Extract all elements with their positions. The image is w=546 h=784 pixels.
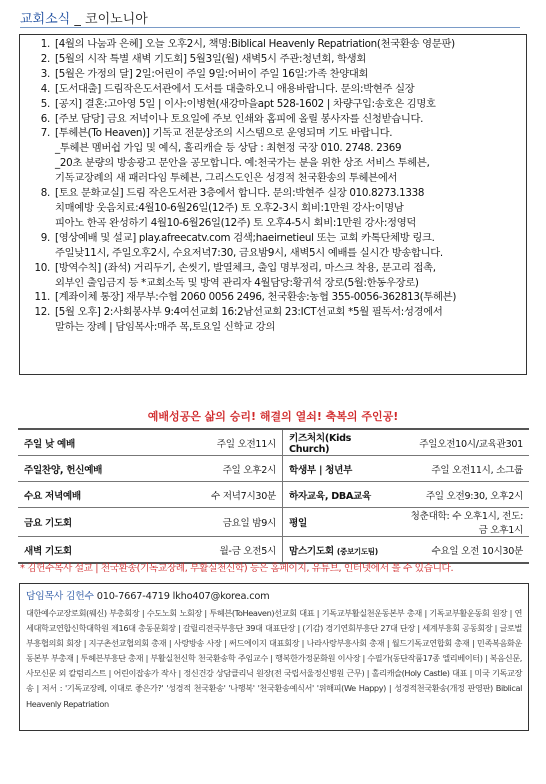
news-number: 5.: [40, 97, 50, 110]
news-text: [주보 담당] 금요 저녁이나 토요일에 주보 인쇄와 홈피에 올릴 봉사자를 신청받습니다.: [55, 112, 424, 125]
schedule-name: 주일찬양, 헌신예배: [18, 456, 130, 482]
news-text: [토요 문화교실] 드림 작은도서관 3층에서 합니다. 문의:박현주 실장 010.8273.1338 치매예방 웃음치료:4월10-6월26일(12주) 토 오후2-3시 회비:1만원 강사:이명남 피아노 한곡 완성하기 4월10-6월26일(12주) 토 오후4-5시 회비:1만원 강사:정영덕: [55, 187, 425, 229]
news-number: 10.: [34, 261, 50, 274]
news-list: [26, 37, 520, 335]
news-item: [26, 67, 520, 82]
news-number: 2.: [40, 52, 50, 65]
schedule-time: 수요일 오전 10시30분: [395, 537, 529, 564]
news-item: [26, 186, 520, 231]
schedule-name: 맘스기도회: [289, 545, 334, 557]
news-item: [26, 305, 520, 335]
news-text: [계좌이체 통장] 재무부:수협 2060 0056 2496, 천국환송:농협 355-0056-362813(투헤븐): [55, 291, 457, 304]
schedule-time: 주일오전10시/교육관301: [395, 429, 529, 456]
schedule-time: 수 저녁7시30분: [130, 482, 283, 508]
news-number: 6.: [40, 112, 50, 125]
news-text: [영상예배 및 설교] play.afreecatv.com 검색;haeirnetieul 또는 교회 카톡단체방 링크. 주일낮11시, 주일오후2시, 수요저녁7:30, 금요밤9시, 새벽5시 예배를 실시간 방송합니다.: [55, 231, 443, 259]
section-subtitle: _ 코이노니아: [74, 12, 148, 27]
schedule-time: 주일 오전11시: [130, 429, 283, 456]
schedule-time: 주일 오전11시, 소그룹: [395, 456, 529, 482]
schedule-row: [18, 429, 529, 456]
news-text: [도서대출] 드림작은도서관에서 도서를 대출하오니 애용바랍니다. 문의:박현주 실장: [55, 82, 415, 95]
section-header: [20, 8, 148, 27]
schedule-name: 금요 기도회: [18, 508, 130, 537]
pastor-profile-box: [19, 583, 529, 731]
schedule-name: 수요 저녁예배: [18, 482, 130, 508]
news-number: 8.: [40, 187, 50, 200]
news-number: 1.: [40, 38, 50, 50]
church-news-box: [19, 34, 527, 375]
sermon-notice: * 김헌수목사 설교 | 천국환송(기독교장례, 부활실천신학) 등은 홈페이지, 유튜브, 인터넷에서 볼 수 있습니다.: [20, 563, 454, 574]
news-number: 7.: [40, 127, 50, 140]
pastor-name: 담임목사 김헌수: [26, 591, 94, 602]
news-number: 9.: [40, 231, 50, 244]
schedule-row: [18, 456, 529, 482]
schedule-row: [18, 508, 529, 537]
section-title: 교회소식: [20, 12, 71, 27]
news-text: [5월은 가정의 달] 2일:어린이 주일 9일:어버이 주일 16일:가족 찬양대회: [55, 67, 369, 80]
news-item: [26, 231, 520, 261]
news-number: 4.: [40, 82, 50, 95]
news-text: [5월 오후] 2:사회봉사부 9:4여선교회 16:2남선교회 23:ICT선교회 *5월 필독서:성경에서 말하는 장례 | 담임목사:매주 목,토요일 신학교 강의: [55, 306, 443, 334]
news-text: [4월의 나눔과 은혜] 오늘 오후2시, 책명:Biblical Heavenly Repatriation(천국환송 영문판): [55, 38, 455, 50]
schedule-row: [18, 482, 529, 508]
schedule-name: 하자교육, DBA교육: [283, 482, 396, 508]
news-item: [26, 52, 520, 67]
header-divider: [20, 27, 520, 28]
news-item: [26, 97, 520, 112]
schedule-time: 금요일 밤9시: [130, 508, 283, 537]
schedule-time: 월-금 오전5시: [130, 537, 283, 564]
news-item: [26, 82, 520, 97]
news-item: [26, 261, 520, 291]
news-number: 11.: [34, 291, 50, 304]
schedule-name: 평일: [283, 508, 396, 537]
news-text: [공지] 결혼:고아영 5일 | 이사:이병현(새강마을apt 528-1602 | 차량구입:송호은 김명호: [55, 97, 436, 110]
news-text: [방역수칙] (좌석) 거리두기, 손씻기, 발열체크, 출입 명부정리, 마스크 착용, 문고리 접촉, 외부인 출입금지 등 *교회소독 및 방역 관리자 4월담당:황귀석 장로(5월:한동우장로): [55, 261, 436, 289]
news-number: 12.: [34, 306, 50, 319]
pastor-contact[interactable]: 010-7667-4719 lkho407@korea.com: [96, 591, 270, 602]
schedule-name: 키즈처치(Kids Church): [283, 429, 396, 456]
schedule-name-sub: (중보기도팀): [336, 546, 378, 556]
news-item: [26, 37, 520, 52]
schedule-name: 새벽 기도회: [18, 537, 130, 564]
schedule-name: 학생부 | 청년부: [283, 456, 396, 482]
news-item: [26, 112, 520, 127]
news-number: 3.: [40, 67, 50, 80]
pastor-header: [26, 588, 522, 602]
news-text: [5월의 시작 특별 새벽 기도회] 5월3일(월) 새벽5시 주관:청년회, 학생회: [55, 52, 366, 65]
schedule-time: 청춘대학: 수 오후1시, 전도: 금 오후1시: [395, 508, 529, 537]
pastor-bio: 대한예수교장로회(웨신) 부총회장 | 수도노회 노회장 | 투헤븐(ToHeaven)선교회 대표 | 기독교부활실천운동본부 총재 | 기독교부활운동회 원장 | 연세대학교연합신학대학원 제16대 총동문회장 | 갈릴리전국부흥단 39대 대표단장 | (기감) 경기연회부흥단 27대 단장 | 세계부흥회 공동회장 | 글로벌부흥협의회 회장 | 지구촌선교협의회 총재 | 사랑방송 사장 | 써드에이지 대표회장 | 나라사랑부흥사회 총재 | 월드기독교연합회 총재 | 민족복음화운동본부 부총재 | 투헤븐부흥단 총재 | 부활실천신학 천국환송학 주임교수 | 행복한가정문화원 이사장 | 수필가(동단작품17종 엘리베이터) | 복음신문, 사모신문 외 칼럼리스트 | 어린이잡송가 작사 | 정신건강 상담클리닉 원장(전 국립서울정신병원 근무) | 홀리캐슬(Holy Castle) 대표 | 미국 기독교장송 | 저서 : '기독교장례, 이대로 좋은가?' '성경적 천국환송' '나행복' '천국환송예식서' '위해피(We Happy) | 성경적천국환송(개정 판영판) Biblical Heavenly Repatriation: [26, 608, 522, 709]
news-text: [투헤븐(To Heaven)] 기독교 전문상조의 시스템으로 운영되며 기도 바랍니다. _투헤븐 멤버쉽 가입 및 예식, 홀리캐슬 등 상담 : 최현정 국장 010. 2748. 2369 _20초 분량의 방송광고 문안을 공모합니다. 예:천국가는 분을 위한 상조 서비스 투헤븐, 기독교장례의 새 패러다임 투헤븐, 그리스도인은 성경적 천국환송의 투헤븐에서: [55, 127, 430, 185]
slogan: 예배성공은 삶의 승리! 해결의 열쇠! 축복의 주인공!: [147, 410, 399, 423]
schedule-time: 주일 오후2시: [130, 456, 283, 482]
schedule-name: 주일 낮 예배: [18, 429, 130, 456]
schedule-time: 주일 오전9:30, 오후2시: [395, 482, 529, 508]
news-item: [26, 126, 520, 186]
news-item: [26, 290, 520, 305]
worship-schedule-table: [18, 428, 529, 564]
